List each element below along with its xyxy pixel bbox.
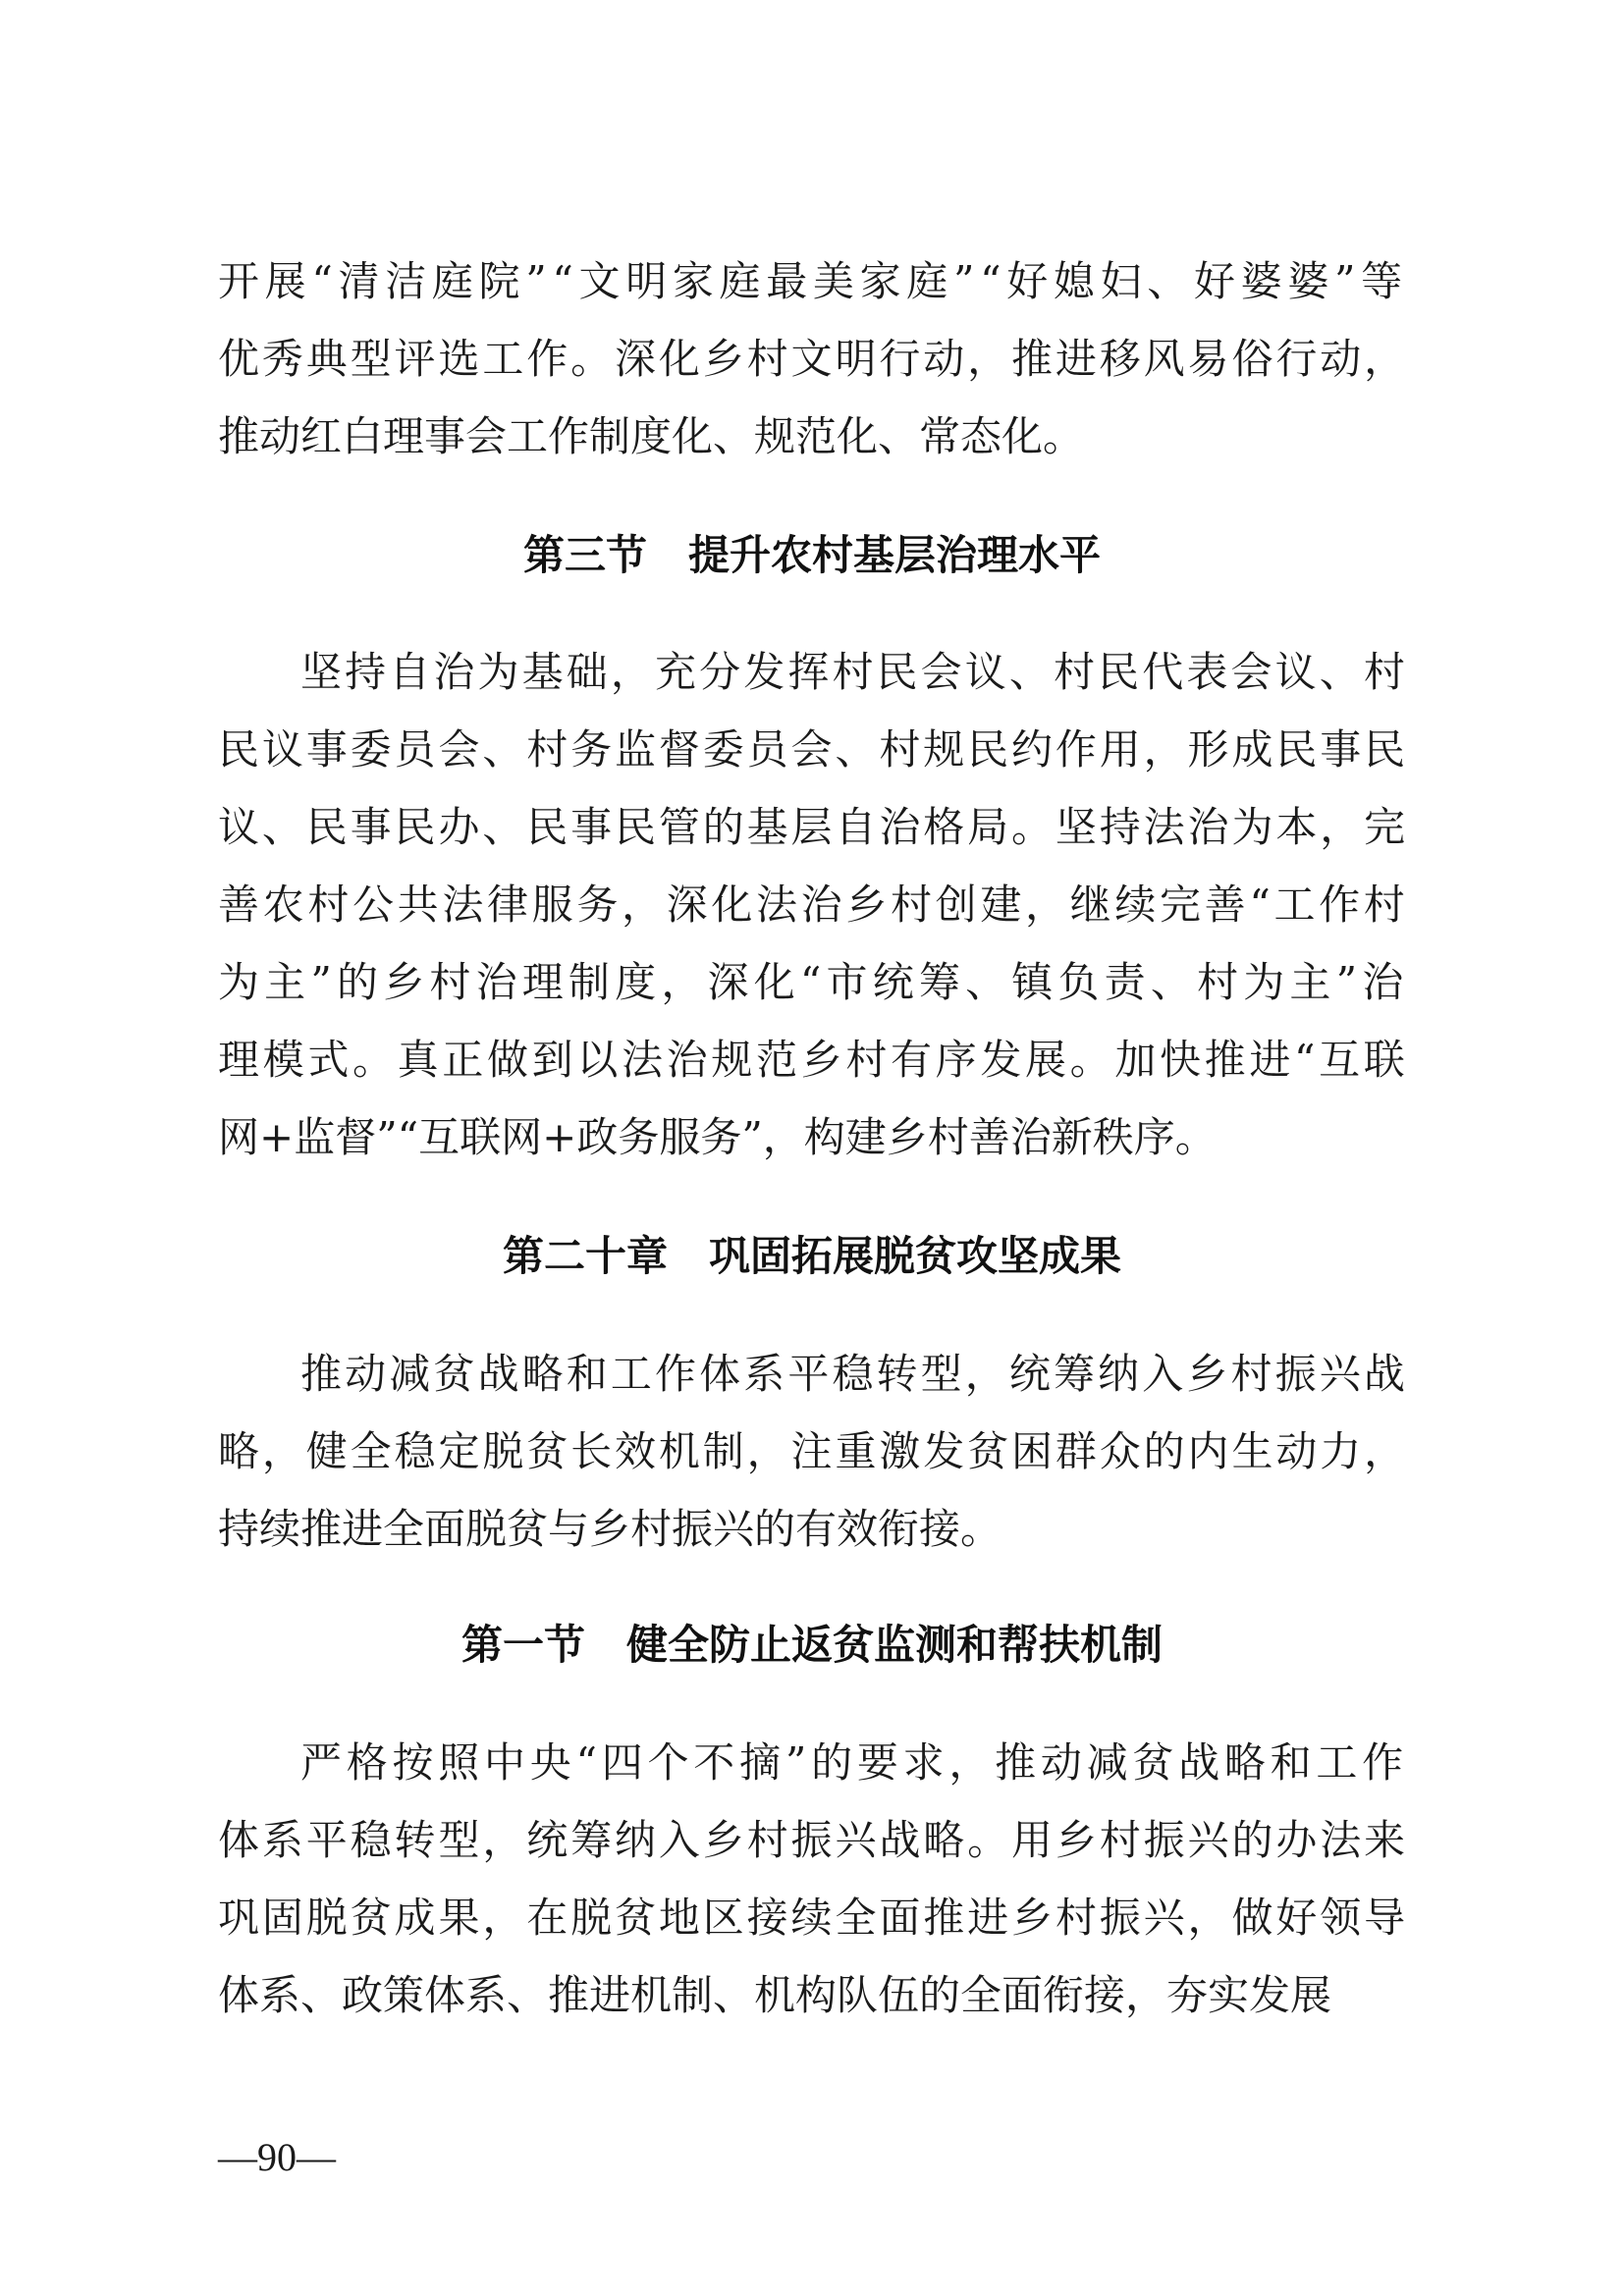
section-heading-label: 第一节 (460, 1621, 585, 1669)
chapter-heading-label: 第二十章 (502, 1232, 668, 1280)
para-governance-line: 理模式。真正做到以法治规范乡村有序发展。加快推进“互联 (218, 1036, 1409, 1084)
para-monitoring-line: 严格按照中央“四个不摘”的要求，推动减贫战略和工作 (300, 1738, 1408, 1787)
para-monitoring-line: 体系、政策体系、推进机制、机构队伍的全面衔接，夯实发展 (218, 1971, 1332, 2019)
section-heading-label: 第三节 (522, 531, 647, 579)
para-governance-line: 议、民事民办、民事民管的基层自治格局。坚持法治为本，完 (218, 803, 1409, 851)
section-heading-title: 提升农村基层治理水平 (688, 531, 1102, 579)
section-heading (0, 526, 1624, 585)
para-poverty-line: 持续推进全面脱贫与乡村振兴的有效衔接。 (218, 1505, 1002, 1553)
para-governance-line: 网+监督”“互联网+政务服务”，构建乡村善治新秩序。 (218, 1113, 1217, 1161)
para-monitoring-line: 巩固脱贫成果，在脱贫地区接续全面推进乡村振兴，做好领导 (218, 1894, 1409, 1942)
page-number: —90— (218, 2135, 336, 2179)
chapter-heading-title: 巩固拓展脱贫攻坚成果 (709, 1232, 1122, 1280)
para-governance-line: 坚持自治为基础，充分发挥村民会议、村民代表会议、村 (300, 648, 1409, 696)
para-poverty-line: 推动减贫战略和工作体系平稳转型，统筹纳入乡村振兴战 (300, 1350, 1409, 1398)
section-heading (0, 1616, 1624, 1675)
para-governance-line: 善农村公共法律服务，深化法治乡村创建，继续完善“工作村 (218, 881, 1409, 929)
para-intro-line: 推动红白理事会工作制度化、规范化、常态化。 (218, 412, 1085, 460)
para-poverty-line: 略，健全稳定脱贫长效机制，注重激发贫困群众的内生动力， (218, 1427, 1409, 1475)
chapter-heading (0, 1227, 1624, 1286)
para-governance-line: 民议事委员会、村务监督委员会、村规民约作用，形成民事民 (218, 725, 1409, 774)
section-heading-title: 健全防止返贫监测和帮扶机制 (626, 1621, 1164, 1669)
para-monitoring-line: 体系平稳转型，统筹纳入乡村振兴战略。用乡村振兴的办法来 (218, 1816, 1409, 1864)
para-intro-line: 开展“清洁庭院”“文明家庭最美家庭”“好媳妇、好婆婆”等 (218, 257, 1408, 305)
para-governance-line: 为主”的乡村治理制度，深化“市统筹、镇负责、村为主”治 (218, 958, 1409, 1006)
para-intro-line: 优秀典型评选工作。深化乡村文明行动，推进移风易俗行动， (218, 335, 1409, 383)
